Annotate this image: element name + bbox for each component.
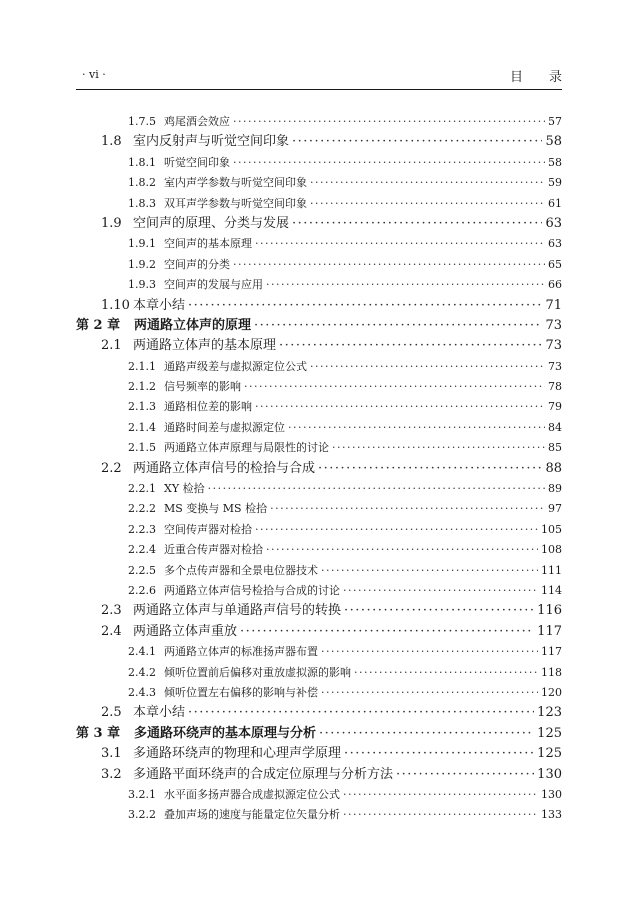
- toc-entry-title: 信号频率的影响: [164, 380, 241, 394]
- leader-dots: [233, 153, 545, 173]
- toc-entry: [76, 153, 562, 173]
- leader-dots: [240, 622, 534, 642]
- toc-entry-title: 两通路立体声的原理: [134, 317, 252, 333]
- toc-entry-page: 105: [541, 522, 562, 536]
- toc-entry-title: MS 变换与 MS 检拾: [164, 502, 268, 516]
- leader-dots: [321, 642, 538, 662]
- toc-entry-page: 73: [545, 338, 562, 354]
- toc-entry-page: 63: [548, 237, 562, 251]
- toc-entry-number: 1.8.2: [128, 176, 156, 190]
- toc-entry-title: 空间声的原理、分类与发展: [133, 215, 290, 231]
- toc-entry-title: 两通路立体声的标准扬声器布置: [164, 645, 318, 659]
- toc-entry: [76, 275, 562, 295]
- toc-entry-page: 84: [548, 420, 562, 434]
- toc-entry-title: 两通路立体声重放: [133, 623, 238, 639]
- toc-entry-page: 125: [537, 746, 562, 762]
- toc-entry-title: 本章小结: [133, 297, 186, 313]
- toc-entry: [76, 581, 562, 601]
- header-title: 目录: [509, 70, 588, 85]
- page-number: · vi ·: [82, 68, 106, 81]
- leader-dots: [244, 377, 545, 397]
- toc-entry: [76, 357, 562, 377]
- toc-entry: [76, 336, 562, 356]
- toc-entry: [76, 601, 562, 621]
- toc-entry: [76, 194, 562, 214]
- toc-entry-page: 117: [537, 623, 562, 639]
- toc-entry-number: 2.1.5: [128, 441, 156, 455]
- toc-entry-number: 3.1: [101, 746, 122, 762]
- toc-entry-title: 鸡尾酒会效应: [164, 115, 230, 128]
- toc-entry: [76, 173, 562, 193]
- leader-dots: [319, 724, 534, 744]
- leader-dots: [343, 785, 538, 805]
- toc-entry-title: 通路相位差的影响: [164, 400, 252, 414]
- toc-entry-title: 多通路环绕声的基本原理与分析: [134, 725, 317, 741]
- leader-dots: [343, 581, 538, 601]
- toc-entry-title: XY 检拾: [164, 482, 205, 496]
- toc-entry: [76, 479, 562, 499]
- toc-entry-page: 79: [548, 400, 562, 414]
- toc-entry-number: 2.1: [101, 338, 122, 354]
- toc-entry: [76, 703, 562, 723]
- toc-entry-title: 本章小结: [133, 705, 186, 721]
- toc-entry-number: 3.2.1: [128, 787, 156, 801]
- toc-entry-page: 73: [545, 317, 562, 333]
- toc-entry-page: 111: [541, 563, 562, 577]
- toc-entry-page: 63: [545, 215, 562, 231]
- toc-entry-title: 室内声学参数与听觉空间印象: [164, 176, 307, 190]
- leader-dots: [266, 275, 545, 295]
- toc-entry-title: 两通路立体声原理与局限性的讨论: [164, 441, 329, 455]
- toc-entry: [76, 316, 562, 336]
- leader-dots: [344, 601, 534, 621]
- toc-entry-page: 116: [537, 603, 562, 619]
- toc-entry-page: 73: [548, 359, 562, 373]
- toc-entry-number: 1.8.3: [128, 196, 156, 210]
- toc-entry: [76, 540, 562, 560]
- toc-entry-number: 1.9: [101, 215, 122, 231]
- toc-entry: [76, 499, 562, 519]
- toc-entry-title: 叠加声场的速度与能量定位矢量分析: [164, 808, 340, 822]
- toc-entry-number: 1.9.1: [128, 237, 156, 251]
- toc-entry-number: 2.4.2: [128, 665, 156, 679]
- leader-dots: [208, 479, 545, 499]
- toc-entry-number: 2.2.5: [128, 563, 156, 577]
- toc-entry-number: 2.1.4: [128, 420, 156, 434]
- toc-entry-page: 89: [548, 482, 562, 496]
- toc-entry-title: 倾听位置左右偏移的影响与补偿: [164, 685, 318, 699]
- leader-dots: [344, 744, 534, 764]
- toc-entry: [76, 785, 562, 805]
- toc-entry-page: 71: [545, 297, 562, 313]
- leader-dots: [321, 683, 538, 703]
- leader-dots: [310, 173, 545, 193]
- leader-dots: [396, 765, 534, 785]
- toc-entry: [76, 622, 562, 642]
- leader-dots: [266, 540, 538, 560]
- toc-entry-page: 120: [541, 685, 562, 699]
- toc-entry-title: 两通路立体声信号的检拾与合成: [133, 460, 316, 476]
- toc-entry-page: 66: [548, 278, 562, 292]
- toc-entry-title: 两通路立体声信号检拾与合成的讨论: [164, 583, 340, 597]
- toc-entry: [76, 520, 562, 540]
- toc-entry-title: 近重合传声器对检拾: [164, 543, 263, 557]
- toc-entry-number: 2.4.3: [128, 685, 156, 699]
- toc-entry-title: 空间声的发展与应用: [164, 278, 263, 292]
- leader-dots: [279, 336, 542, 356]
- toc-entry: [76, 214, 562, 234]
- toc-entry-title: 多通路环绕声的物理和心理声学原理: [133, 746, 342, 762]
- toc-entry: [76, 683, 562, 703]
- toc-entry: [76, 255, 562, 275]
- toc-entry-number: 2.2.1: [128, 482, 156, 496]
- toc-entry-number: 第 2 章: [76, 317, 121, 333]
- leader-dots: [292, 214, 542, 234]
- toc-entry: [76, 663, 562, 683]
- toc-entry-page: 88: [545, 460, 562, 476]
- toc-entry-title: 通路声级差与虚拟源定位公式: [164, 359, 307, 373]
- toc-entry-page: 117: [541, 645, 562, 659]
- leader-dots: [188, 703, 534, 723]
- toc-entry-number: 3.2: [101, 766, 122, 782]
- toc-entry-number: 1.10: [101, 297, 130, 313]
- toc-entry-number: 1.7.5: [128, 115, 156, 128]
- toc-entry: [76, 438, 562, 458]
- toc-entry: [76, 561, 562, 581]
- toc-entry-page: 65: [548, 257, 562, 271]
- toc-entry-number: 2.4: [101, 623, 122, 639]
- toc-entry: [76, 765, 562, 785]
- toc-entry-title: 听觉空间印象: [164, 155, 230, 169]
- toc-entry-page: 97: [548, 502, 562, 516]
- toc-entry-number: 2.2.4: [128, 543, 156, 557]
- running-header: [76, 64, 588, 86]
- toc-entry: [76, 418, 562, 438]
- toc-entry: [76, 459, 562, 479]
- toc-entry-number: 2.1.1: [128, 359, 156, 373]
- leader-dots: [318, 459, 542, 479]
- toc-entry-title: 水平面多扬声器合成虚拟源定位公式: [164, 787, 340, 801]
- leader-dots: [292, 132, 542, 152]
- leader-dots: [254, 316, 542, 336]
- leader-dots: [343, 805, 538, 825]
- toc-entry-page: 78: [548, 380, 562, 394]
- toc-entry-page: 133: [541, 808, 562, 822]
- leader-dots: [270, 499, 545, 519]
- toc-entry-number: 2.2.3: [128, 522, 156, 536]
- toc-entry-number: 1.8: [101, 134, 122, 150]
- leader-dots: [255, 397, 545, 417]
- leader-dots: [233, 255, 545, 275]
- toc-entry: [76, 744, 562, 764]
- toc-entry-title: 空间传声器对检拾: [164, 522, 252, 536]
- toc-entry: [76, 132, 562, 152]
- toc-entry-page: 130: [537, 766, 562, 782]
- toc-entry-number: 1.8.1: [128, 155, 156, 169]
- toc-entry-page: 58: [545, 134, 562, 150]
- table-of-contents: [76, 112, 562, 826]
- toc-entry-number: 2.5: [101, 705, 122, 721]
- toc-entry: [76, 724, 562, 744]
- leader-dots: [321, 561, 538, 581]
- toc-entry-number: 2.2.2: [128, 502, 156, 516]
- toc-entry-page: 108: [541, 543, 562, 557]
- toc-entry-title: 室内反射声与听觉空间印象: [133, 134, 290, 150]
- toc-entry: [76, 397, 562, 417]
- toc-entry: [76, 805, 562, 825]
- toc-entry: [76, 377, 562, 397]
- leader-dots: [188, 296, 542, 316]
- header-rule: [76, 89, 562, 90]
- leader-dots: [354, 663, 538, 683]
- toc-entry-title: 多个点传声器和全景电位器技术: [164, 563, 318, 577]
- toc-entry-page: 61: [548, 196, 562, 210]
- toc-entry-page: 114: [541, 583, 562, 597]
- toc-entry-title: 倾听位置前后偏移对重放虚拟源的影响: [164, 665, 351, 679]
- toc-entry-number: 2.4.1: [128, 645, 156, 659]
- toc-entry: [76, 642, 562, 662]
- leader-dots: [310, 194, 545, 214]
- toc-entry-title: 两通路立体声的基本原理: [133, 338, 277, 354]
- toc-entry-title: 双耳声学参数与听觉空间印象: [164, 196, 307, 210]
- toc-entry-page: 130: [541, 787, 562, 801]
- leader-dots: [255, 520, 538, 540]
- toc-entry-page: 85: [548, 441, 562, 455]
- toc-entry-title: 多通路平面环绕声的合成定位原理与分析方法: [133, 766, 394, 782]
- toc-entry-number: 2.2: [101, 460, 122, 476]
- toc-entry-page: 123: [537, 705, 562, 721]
- toc-entry-number: 1.9.2: [128, 257, 156, 271]
- leader-dots: [255, 234, 545, 254]
- leader-dots: [310, 357, 545, 377]
- toc-entry: [76, 234, 562, 254]
- toc-entry-page: 58: [548, 155, 562, 169]
- toc-entry-number: 第 3 章: [76, 725, 121, 741]
- toc-entry: [76, 112, 562, 132]
- leader-dots: [233, 112, 545, 132]
- toc-entry-title: 空间声的分类: [164, 257, 230, 271]
- toc-entry-number: 2.3: [101, 603, 122, 619]
- toc-entry-title: 两通路立体声与单通路声信号的转换: [133, 603, 342, 619]
- toc-entry-title: 空间声的基本原理: [164, 237, 252, 251]
- toc-entry-number: 3.2.2: [128, 808, 156, 822]
- toc-entry-number: 2.2.6: [128, 583, 156, 597]
- toc-entry-number: 2.1.2: [128, 380, 156, 394]
- toc-entry-page: 59: [548, 176, 562, 190]
- toc-entry-page: 118: [541, 665, 562, 679]
- toc-entry-title: 通路时间差与虚拟源定位: [164, 420, 285, 434]
- toc-entry: [76, 296, 562, 316]
- leader-dots: [288, 418, 545, 438]
- leader-dots: [332, 438, 545, 458]
- toc-entry-page: 125: [537, 725, 562, 741]
- toc-entry-number: 1.9.3: [128, 278, 156, 292]
- toc-entry-page: 57: [548, 115, 562, 128]
- toc-entry-number: 2.1.3: [128, 400, 156, 414]
